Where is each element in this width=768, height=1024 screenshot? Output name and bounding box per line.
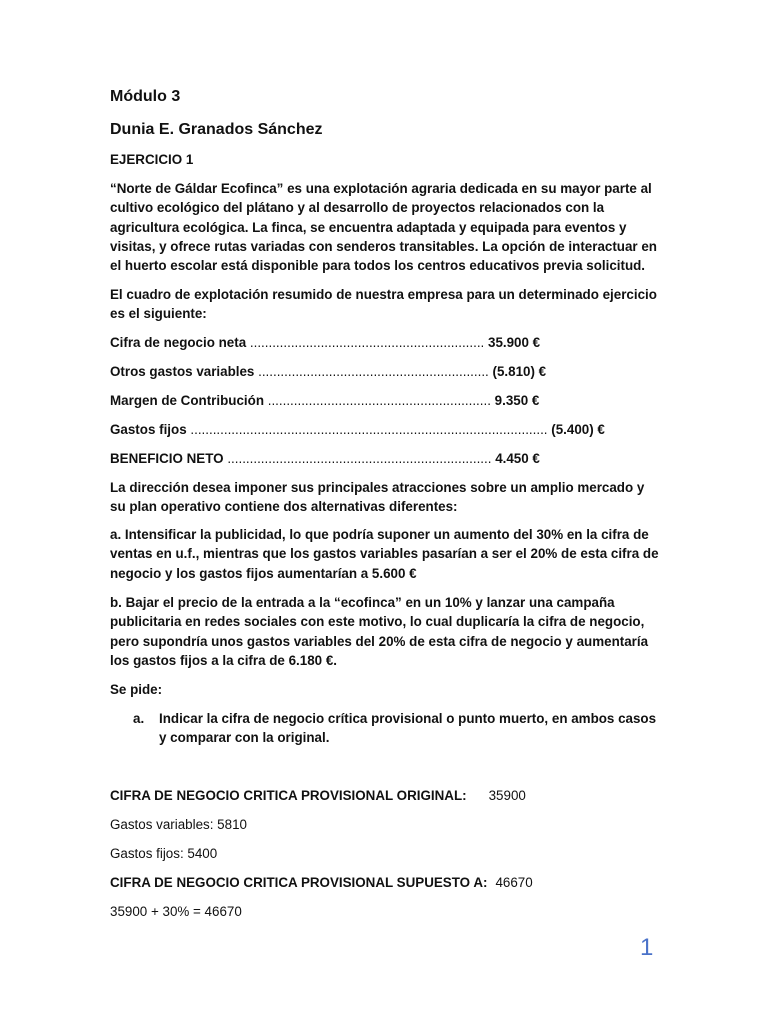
- statement-label: Gastos fijos: [110, 422, 187, 437]
- statement-value: 4.450 €: [495, 451, 540, 466]
- leader-dots: ............................................................: [264, 393, 495, 408]
- answer-supuesto-a-value: 46670: [495, 875, 533, 890]
- variable-costs-line: Gastos variables: 5810: [110, 817, 247, 832]
- statement-row: [110, 449, 540, 468]
- option-b-paragraph: b. Bajar el precio de la entrada a la “ecofinca” en un 10% y lanzar una campaña publicitaria en redes sociales con este motivo, lo cual duplicaría la cifra de negocio, pero supondría unos gastos variables del 20% de esta cifra de negocio y aumentaría los gastos fijos a la cifra de 6.180 €.: [110, 595, 649, 668]
- statement-value: 9.350 €: [494, 393, 540, 408]
- fixed-costs-line: Gastos fijos: 5400: [110, 846, 218, 861]
- list-item-text: Indicar la cifra de negocio crítica provisional o punto muerto, en ambos casos y comparar con la original.: [159, 711, 657, 746]
- list-marker: a.: [133, 711, 145, 726]
- leader-dots: ................................................................................................: [186, 422, 552, 437]
- page-number: 1: [640, 934, 654, 961]
- leader-dots: ..............................................................: [254, 364, 493, 379]
- answer-supuesto-a-label: CIFRA DE NEGOCIO CRITICA PROVISIONAL SUPUESTO A:: [110, 875, 488, 890]
- se-pide-label: Se pide:: [110, 682, 163, 697]
- intro-paragraph: “Norte de Gáldar Ecofinca” es una explotación agraria dedicada en su mayor parte al cultivo ecológico del plátano y al desarrollo de proyectos relacionados con la agricultura ecológica. La finca, se encuentra adaptada y equipada para eventos y visitas, y ofrece rutas variadas con senderos transitables. La opción de interactuar en el huerto escolar está disponible para todos los centros educativos previa solicitud.: [110, 181, 657, 274]
- statement-label: Otros gastos variables: [110, 364, 255, 379]
- list-item: [133, 709, 663, 748]
- direction-paragraph: La dirección desea imponer sus principales atracciones sobre un amplio mercado y su plan operativo contiene dos alternativas diferentes:: [110, 480, 645, 515]
- answer-original-label: CIFRA DE NEGOCIO CRITICA PROVISIONAL ORIGINAL:: [110, 788, 467, 803]
- statement-row: [110, 362, 546, 381]
- statement-row: [110, 333, 540, 352]
- statement-label: Cifra de negocio neta: [110, 335, 247, 350]
- statement-value: (5.810) €: [492, 364, 547, 379]
- statement-label: BENEFICIO NETO: [110, 451, 224, 466]
- answer-original: [110, 786, 526, 805]
- statement-row: [110, 420, 605, 439]
- author-name: Dunia E. Granados Sánchez: [110, 121, 323, 138]
- statement-value: 35.900 €: [488, 335, 541, 350]
- option-a-paragraph: a. Intensificar la publicidad, lo que podría suponer un aumento del 30% en la cifra de ventas en u.f., mientras que los gastos variables pasarían a ser el 20% de esta cifra de negocio y los gastos fijos aumentarían a 5.600 €: [110, 527, 659, 581]
- module-title: Módulo 3: [110, 88, 181, 105]
- table-intro-paragraph: El cuadro de explotación resumido de nuestra empresa para un determinado ejercicio es el siguiente:: [110, 287, 657, 322]
- statement-row: [110, 391, 539, 410]
- statement-label: Margen de Contribución: [110, 393, 264, 408]
- calculation-line: 35900 + 30% = 46670: [110, 904, 242, 919]
- answer-original-value: 35900: [488, 788, 526, 803]
- leader-dots: .......................................................................: [223, 451, 496, 466]
- exercise-heading: EJERCICIO 1: [110, 152, 194, 167]
- statement-value: (5.400) €: [551, 422, 605, 437]
- answer-supuesto-a: [110, 873, 533, 892]
- leader-dots: ...............................................................: [246, 335, 488, 350]
